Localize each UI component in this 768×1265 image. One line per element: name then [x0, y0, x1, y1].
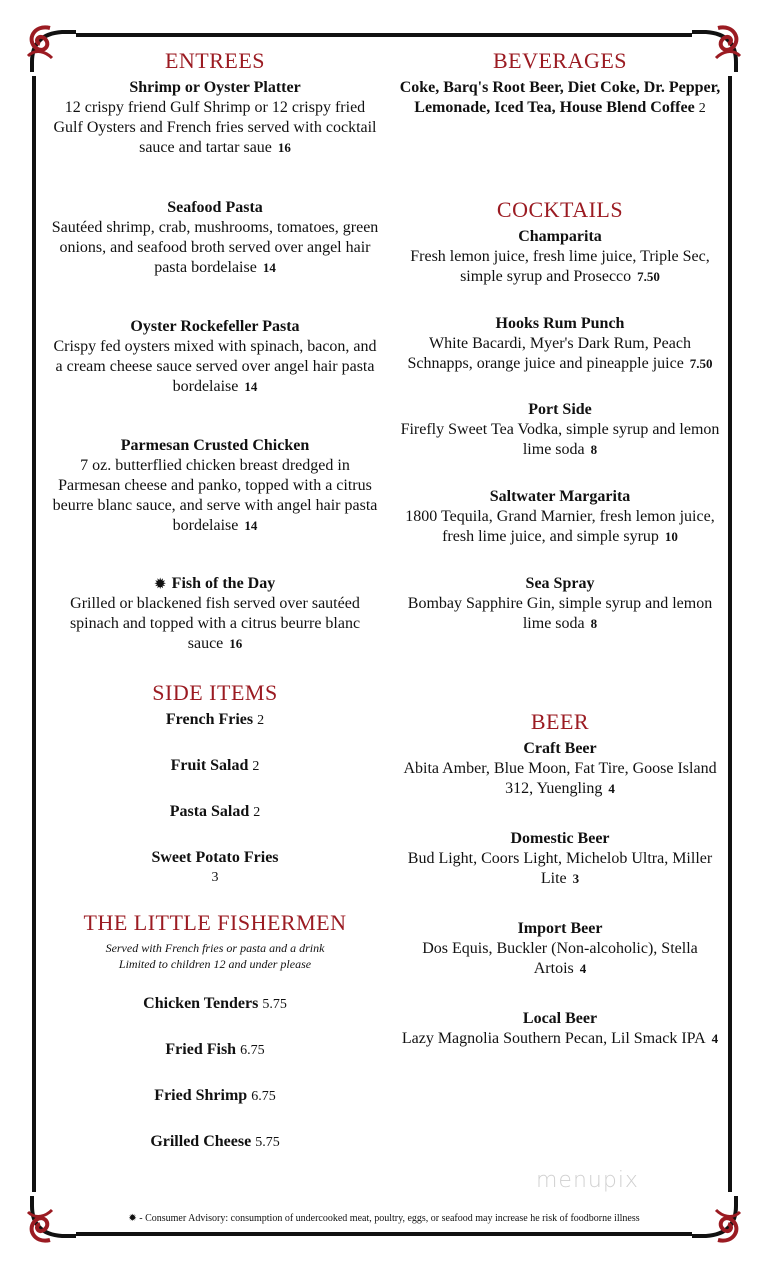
item-price: 7.50 — [637, 269, 660, 284]
item-name: Saltwater Margarita — [489, 488, 631, 505]
item-price: 8 — [590, 442, 598, 457]
item-name: Shrimp or Oyster Platter — [129, 79, 301, 96]
menu-item — [50, 198, 380, 278]
section-title-kids: THE LITTLE FISHERMEN — [83, 910, 347, 935]
item-price: 14 — [262, 260, 276, 275]
menu-item — [50, 574, 380, 654]
item-name: Parmesan Crusted Chicken — [120, 437, 310, 454]
kids-note: Limited to children 12 and under please — [118, 957, 312, 971]
item-desc: 12 crispy friend Gulf Shrimp or 12 crispy fried Gulf Oysters and French fries served with cocktail sauce and tartar saue — [53, 99, 377, 156]
item-price: 6.75 — [240, 1043, 265, 1058]
item-desc: Crispy fed oysters mixed with spinach, bacon, and a cream cheese sauce served over angel hair pasta bordelaise — [53, 338, 377, 395]
menu-item — [395, 227, 725, 287]
menu-item — [395, 739, 725, 799]
menu-item — [395, 829, 725, 889]
item-desc: Grilled or blackened fish served over sautéed spinach and topped with a citrus beurre blanc sauce — [69, 595, 361, 652]
menu-item — [50, 994, 380, 1015]
item-price: 16 — [229, 636, 243, 651]
item-desc: Bud Light, Coors Light, Michelob Ultra, Miller Lite — [407, 850, 713, 887]
item-name: Fish of the Day — [171, 575, 276, 592]
item-name: Chicken Tenders — [143, 995, 259, 1012]
item-name: Import Beer — [517, 920, 603, 937]
item-name: Pasta Salad — [169, 803, 250, 820]
left-column — [50, 48, 380, 1178]
item-name: French Fries — [165, 711, 254, 728]
menu-item — [395, 487, 725, 547]
item-price: 2 — [252, 759, 260, 774]
item-desc: Firefly Sweet Tea Vodka, simple syrup and lemon lime soda — [400, 421, 720, 458]
item-name: Grilled Cheese — [150, 1133, 252, 1150]
menu-item — [50, 1132, 380, 1153]
menu-item — [395, 400, 725, 460]
menu-item — [395, 314, 725, 374]
item-name: Craft Beer — [523, 740, 597, 757]
menu-item — [395, 919, 725, 979]
item-price: 5.75 — [262, 997, 287, 1012]
item-desc: Abita Amber, Blue Moon, Fat Tire, Goose Island 312, Yuengling — [403, 760, 717, 797]
item-price: 7.50 — [689, 356, 713, 371]
item-name: Hooks Rum Punch — [495, 315, 625, 332]
item-price: 4 — [608, 781, 615, 796]
item-name: Sweet Potato Fries — [151, 849, 279, 866]
item-price: 14 — [244, 379, 258, 394]
menu-item — [50, 1040, 380, 1061]
menu-item — [50, 436, 380, 536]
item-desc: 7 oz. butterflied chicken breast dredged in Parmesan cheese and panko, topped with a citrus beurre blanc sauce, and serve with angel hair pasta bordelaise — [52, 457, 378, 534]
consumer-advisory-star-icon: ✹ — [128, 1213, 137, 1224]
item-price: 14 — [244, 518, 258, 533]
section-title-beverages: BEVERAGES — [492, 48, 628, 73]
beverage-list: Coke, Barq's Root Beer, Diet Coke, Dr. Pepper, Lemonade, Iced Tea, House Blend Coffee — [399, 79, 721, 116]
section-title-side-items: SIDE ITEMS — [152, 680, 278, 705]
item-price: 5.75 — [255, 1135, 280, 1150]
section-title-cocktails: COCKTAILS — [496, 197, 624, 222]
section-title-beer: BEER — [530, 709, 590, 734]
watermark: menupix — [536, 1168, 639, 1193]
advisory-text: - Consumer Advisory: consumption of undercooked meat, poultry, eggs, or seafood may increase he risk of foodborne illness — [136, 1213, 640, 1224]
item-price: 2 — [253, 805, 261, 820]
menu-item — [50, 317, 380, 397]
item-name: Champarita — [518, 228, 602, 245]
item-name: Seafood Pasta — [167, 199, 263, 216]
menu-item — [50, 756, 380, 777]
item-price: 4 — [711, 1031, 719, 1046]
menu-item — [395, 1009, 725, 1049]
consumer-advisory — [0, 1213, 768, 1224]
item-desc: Fresh lemon juice, fresh lime juice, Triple Sec, simple syrup and Prosecco — [410, 248, 710, 285]
item-price: 6.75 — [251, 1089, 276, 1104]
item-price: 2 — [257, 713, 265, 728]
item-desc: White Bacardi, Myer's Dark Rum, Peach Schnapps, orange juice and pineapple juice — [407, 335, 691, 372]
item-price: 3 — [211, 870, 219, 885]
item-price: 10 — [664, 529, 678, 544]
item-desc: Lazy Magnolia Southern Pecan, Lil Smack IPA — [401, 1030, 706, 1047]
kids-note: Served with French fries or pasta and a drink — [105, 941, 325, 955]
item-desc: Dos Equis, Buckler (Non-alcoholic), Stella Artois — [422, 940, 698, 977]
menu-item — [395, 574, 725, 634]
item-name: Local Beer — [522, 1010, 598, 1027]
item-price: 2 — [698, 101, 706, 116]
item-name: Fruit Salad — [170, 757, 249, 774]
item-name: Oyster Rockefeller Pasta — [130, 318, 300, 335]
item-price: 16 — [277, 140, 291, 155]
right-column — [395, 48, 725, 1049]
menu-item — [50, 78, 380, 158]
item-name: Fried Fish — [165, 1041, 237, 1058]
item-name: Sea Spray — [525, 575, 595, 592]
item-desc: Bombay Sapphire Gin, simple syrup and lemon lime soda — [407, 595, 713, 632]
item-name: Domestic Beer — [510, 830, 610, 847]
item-desc: Sautéed shrimp, crab, mushrooms, tomatoes, green onions, and seafood broth served over angel hair pasta bordelaise — [51, 219, 379, 276]
menu-item — [50, 710, 380, 731]
item-desc: 1800 Tequila, Grand Marnier, fresh lemon juice, fresh lime juice, and simple syrup — [405, 508, 715, 545]
item-name: Fried Shrimp — [154, 1087, 248, 1104]
consumer-advisory-star-icon: ✹ — [154, 576, 166, 591]
menu-item — [50, 1086, 380, 1107]
menu-item — [50, 848, 380, 888]
item-name: Port Side — [528, 401, 592, 418]
section-title-entrees: ENTREES — [164, 48, 266, 73]
menu-item — [50, 802, 380, 823]
item-price: 8 — [590, 616, 598, 631]
item-price: 3 — [572, 871, 580, 886]
item-price: 4 — [579, 961, 587, 976]
